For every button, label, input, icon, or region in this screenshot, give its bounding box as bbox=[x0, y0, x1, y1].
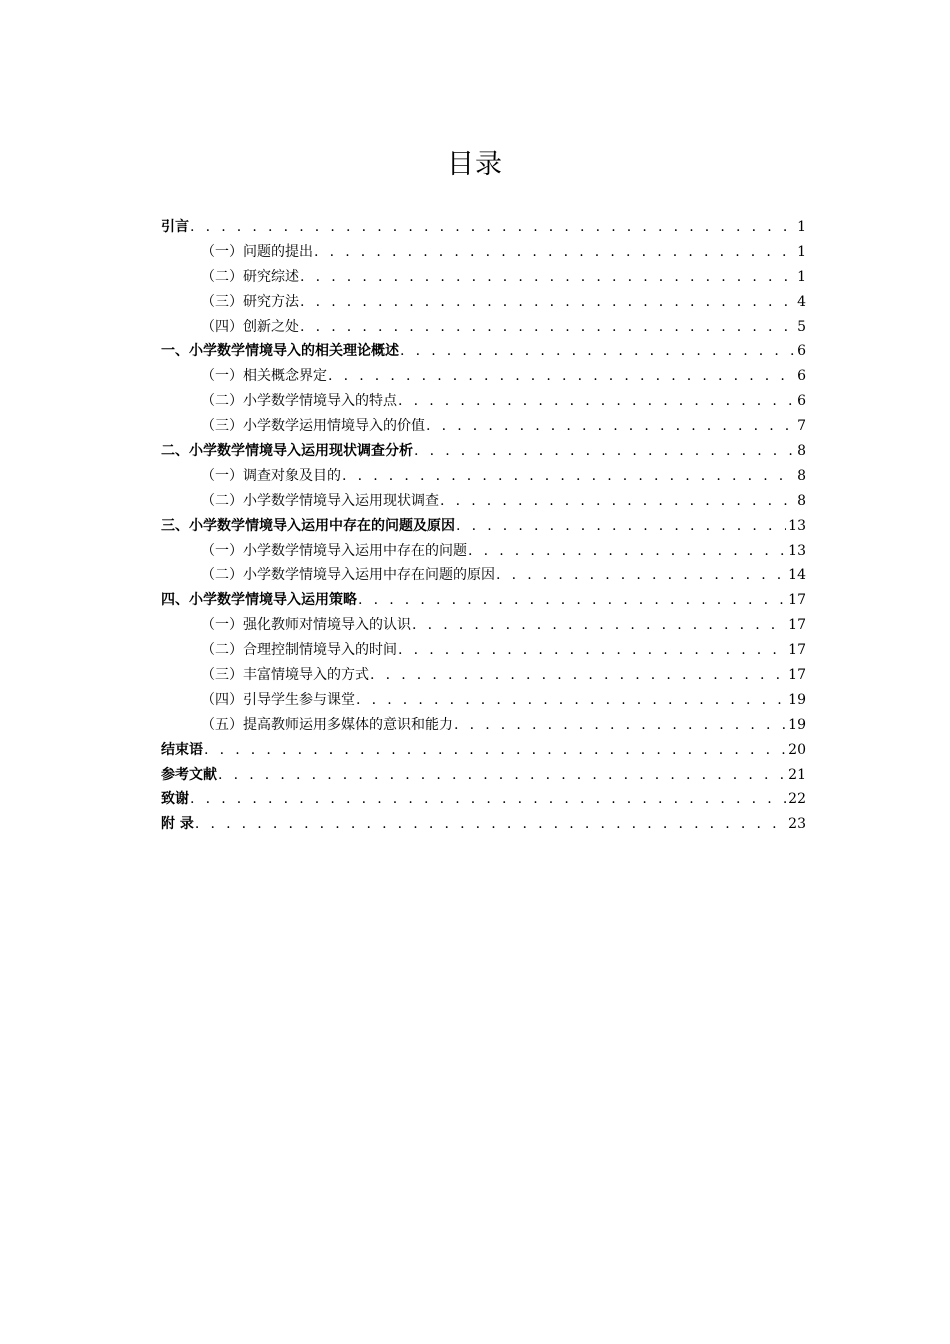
toc-chapter-entry[interactable] bbox=[161, 514, 806, 539]
toc-dot-leader bbox=[190, 215, 795, 240]
toc-section-entry[interactable] bbox=[161, 265, 806, 290]
toc-page-number: 7 bbox=[797, 418, 806, 435]
toc-entry-label: （四）创新之处 bbox=[201, 318, 299, 335]
toc-section-entry[interactable] bbox=[161, 489, 806, 514]
toc-page-number: 14 bbox=[788, 567, 806, 584]
toc-page-number: 19 bbox=[788, 716, 806, 733]
toc-entry-label: 附 录 bbox=[161, 816, 194, 833]
toc-dot-leader bbox=[412, 613, 786, 638]
toc-entry-label: 一、小学数学情境导入的相关理论概述 bbox=[161, 343, 399, 360]
toc-page-number: 13 bbox=[788, 542, 806, 559]
toc-section-entry[interactable] bbox=[161, 563, 806, 588]
toc-dot-leader bbox=[440, 489, 795, 514]
toc-dot-leader bbox=[370, 663, 786, 688]
toc-dot-leader bbox=[468, 539, 786, 564]
toc-entry-label: （三）研究方法 bbox=[201, 293, 299, 310]
toc-dot-leader bbox=[400, 339, 795, 364]
toc-chapter-entry[interactable] bbox=[161, 787, 806, 812]
toc-section-entry[interactable] bbox=[161, 389, 806, 414]
toc-page-number: 21 bbox=[788, 766, 806, 783]
toc-section-entry[interactable] bbox=[161, 638, 806, 663]
toc-dot-leader bbox=[398, 389, 795, 414]
toc-page-number: 8 bbox=[797, 467, 806, 484]
toc-dot-leader bbox=[218, 763, 786, 788]
toc-section-entry[interactable] bbox=[161, 713, 806, 738]
toc-entry-label: （二）小学数学情境导入的特点 bbox=[201, 393, 397, 410]
toc-page-number: 8 bbox=[797, 443, 806, 460]
toc-section-entry[interactable] bbox=[161, 613, 806, 638]
toc-page-number: 8 bbox=[797, 492, 806, 509]
toc-dot-leader bbox=[398, 638, 786, 663]
toc-entry-label: 参考文献 bbox=[161, 766, 217, 783]
toc-section-entry[interactable] bbox=[161, 240, 806, 265]
toc-page-number: 20 bbox=[788, 741, 806, 758]
toc-page-number: 6 bbox=[797, 393, 806, 410]
toc-page-number: 4 bbox=[797, 293, 806, 310]
toc-dot-leader bbox=[300, 290, 795, 315]
toc-entry-label: 致谢 bbox=[161, 791, 189, 808]
toc-entry-label: 三、小学数学情境导入运用中存在的问题及原因 bbox=[161, 517, 455, 534]
toc-entry-label: （一）调查对象及目的 bbox=[201, 467, 341, 484]
toc-chapter-entry[interactable] bbox=[161, 215, 806, 240]
toc-dot-leader bbox=[328, 364, 795, 389]
toc-dot-leader bbox=[414, 439, 795, 464]
toc-entry-label: 引言 bbox=[161, 219, 189, 235]
table-of-contents bbox=[161, 215, 806, 837]
toc-section-entry[interactable] bbox=[161, 364, 806, 389]
toc-dot-leader bbox=[300, 315, 795, 340]
toc-page-number: 5 bbox=[797, 318, 806, 335]
toc-section-entry[interactable] bbox=[161, 290, 806, 315]
toc-entry-label: （三）丰富情境导入的方式 bbox=[201, 667, 369, 684]
toc-section-entry[interactable] bbox=[161, 414, 806, 439]
toc-dot-leader bbox=[195, 812, 786, 837]
toc-chapter-entry[interactable] bbox=[161, 763, 806, 788]
toc-page-number: 6 bbox=[797, 368, 806, 385]
toc-page-number: 1 bbox=[797, 268, 806, 285]
toc-dot-leader bbox=[356, 688, 786, 713]
toc-page-number: 17 bbox=[788, 617, 806, 634]
toc-section-entry[interactable] bbox=[161, 315, 806, 340]
toc-dot-leader bbox=[426, 414, 795, 439]
toc-page-number: 19 bbox=[788, 691, 806, 708]
toc-section-entry[interactable] bbox=[161, 688, 806, 713]
toc-entry-label: 结束语 bbox=[161, 741, 203, 758]
toc-entry-label: 四、小学数学情境导入运用策略 bbox=[161, 592, 357, 609]
toc-dot-leader bbox=[314, 240, 795, 265]
toc-entry-label: （五）提高教师运用多媒体的意识和能力 bbox=[201, 716, 453, 733]
toc-chapter-entry[interactable] bbox=[161, 588, 806, 613]
toc-page-number: 23 bbox=[788, 816, 806, 833]
toc-section-entry[interactable] bbox=[161, 539, 806, 564]
toc-entry-label: （一）强化教师对情境导入的认识 bbox=[201, 617, 411, 634]
toc-entry-label: （一）小学数学情境导入运用中存在的问题 bbox=[201, 542, 467, 559]
toc-page-number: 1 bbox=[797, 219, 806, 235]
toc-chapter-entry[interactable] bbox=[161, 439, 806, 464]
toc-dot-leader bbox=[190, 787, 786, 812]
toc-dot-leader bbox=[342, 464, 795, 489]
toc-section-entry[interactable] bbox=[161, 663, 806, 688]
toc-chapter-entry[interactable] bbox=[161, 339, 806, 364]
toc-dot-leader bbox=[456, 514, 786, 539]
toc-entry-label: （二）研究综述 bbox=[201, 268, 299, 285]
toc-dot-leader bbox=[204, 738, 786, 763]
toc-dot-leader bbox=[300, 265, 795, 290]
toc-page-number: 13 bbox=[788, 517, 806, 534]
toc-page-number: 6 bbox=[797, 343, 806, 360]
toc-page-number: 17 bbox=[788, 667, 806, 684]
toc-entry-label: （二）合理控制情境导入的时间 bbox=[201, 642, 397, 659]
toc-chapter-entry[interactable] bbox=[161, 738, 806, 763]
toc-entry-label: 二、小学数学情境导入运用现状调查分析 bbox=[161, 443, 413, 460]
toc-section-entry[interactable] bbox=[161, 464, 806, 489]
toc-entry-label: （二）小学数学情境导入运用现状调查 bbox=[201, 492, 439, 509]
toc-entry-label: （一）相关概念界定 bbox=[201, 368, 327, 385]
toc-chapter-entry[interactable] bbox=[161, 812, 806, 837]
toc-page-number: 17 bbox=[788, 642, 806, 659]
toc-entry-label: （二）小学数学情境导入运用中存在问题的原因 bbox=[201, 567, 495, 584]
page-title: 目录 bbox=[447, 149, 503, 180]
toc-entry-label: （三）小学数学运用情境导入的价值 bbox=[201, 418, 425, 435]
toc-dot-leader bbox=[358, 588, 786, 613]
toc-entry-label: （四）引导学生参与课堂 bbox=[201, 691, 355, 708]
toc-page-number: 17 bbox=[788, 592, 806, 609]
toc-entry-label: （一）问题的提出 bbox=[201, 243, 313, 260]
toc-dot-leader bbox=[496, 563, 786, 588]
toc-page-number: 22 bbox=[788, 791, 806, 808]
toc-page-number: 1 bbox=[797, 243, 806, 260]
toc-dot-leader bbox=[454, 713, 786, 738]
